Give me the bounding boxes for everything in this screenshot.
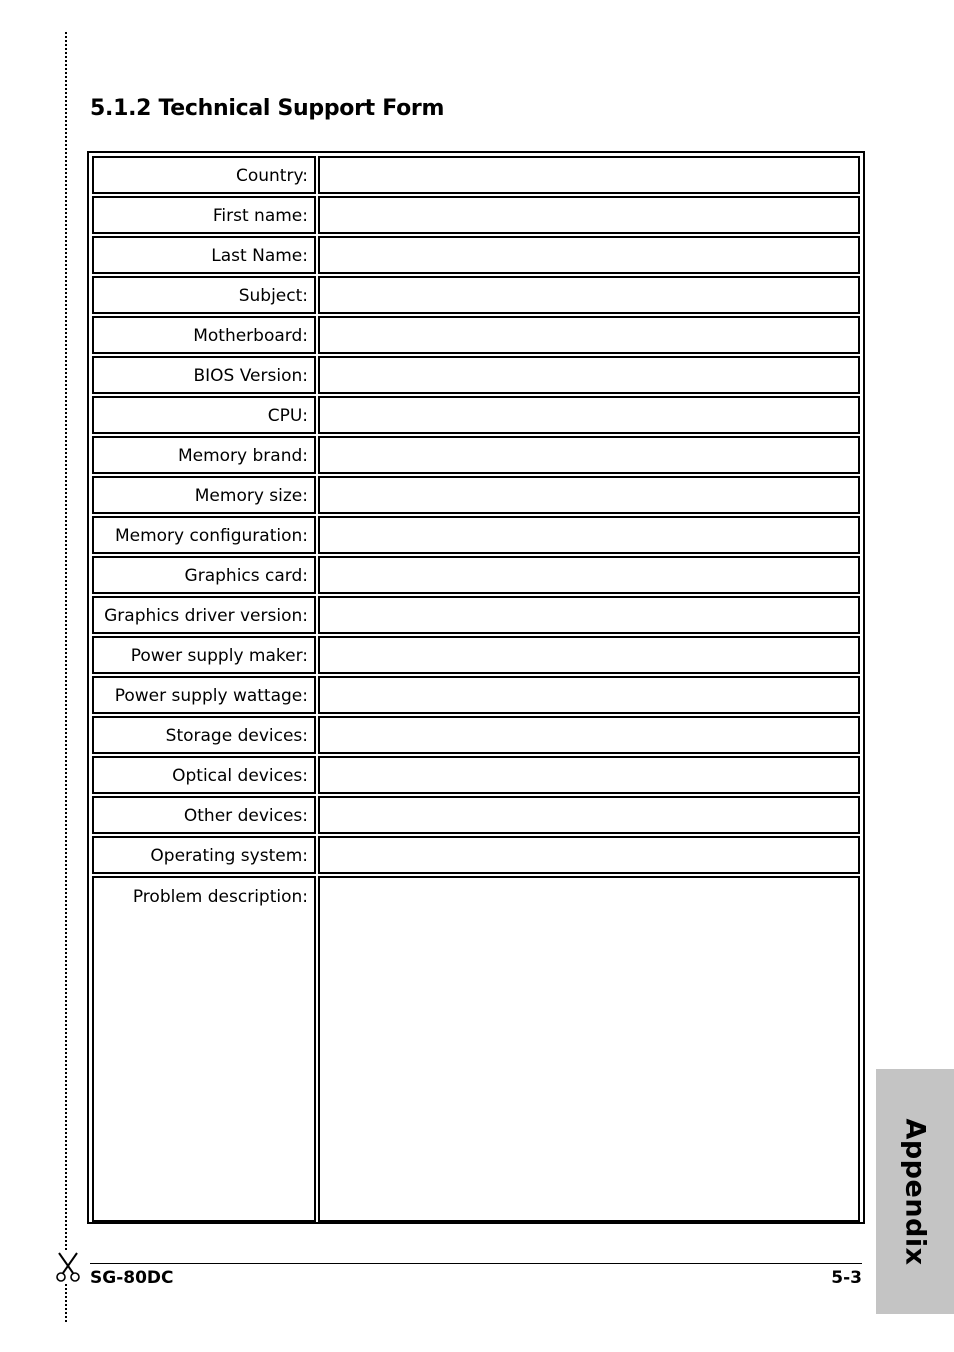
field-label: Problem description: — [92, 876, 316, 1222]
form-row — [92, 836, 860, 874]
form-row — [92, 316, 860, 354]
field-entry-box[interactable] — [318, 436, 860, 474]
field-label: Subject: — [92, 276, 316, 314]
form-row — [92, 676, 860, 714]
form-row — [92, 276, 860, 314]
field-entry-box[interactable] — [318, 876, 860, 1222]
field-label: Memory brand: — [92, 436, 316, 474]
field-entry-box[interactable] — [318, 636, 860, 674]
field-label: Storage devices: — [92, 716, 316, 754]
field-label: Memory size: — [92, 476, 316, 514]
field-entry-box[interactable] — [318, 676, 860, 714]
form-row — [92, 196, 860, 234]
field-entry-box[interactable] — [318, 556, 860, 594]
form-row — [92, 756, 860, 794]
field-entry-box[interactable] — [318, 596, 860, 634]
field-entry-box[interactable] — [318, 516, 860, 554]
field-entry-box[interactable] — [318, 276, 860, 314]
field-label: Operating system: — [92, 836, 316, 874]
footer-model: SG-80DC — [90, 1268, 174, 1288]
field-entry-box[interactable] — [318, 236, 860, 274]
support-form — [87, 151, 865, 1224]
form-row — [92, 716, 860, 754]
field-entry-box[interactable] — [318, 396, 860, 434]
field-label: Last Name: — [92, 236, 316, 274]
form-row — [92, 876, 860, 1222]
footer-divider — [90, 1263, 862, 1264]
field-entry-box[interactable] — [318, 796, 860, 834]
field-entry-box[interactable] — [318, 196, 860, 234]
form-row — [92, 356, 860, 394]
form-row — [92, 596, 860, 634]
field-label: Graphics card: — [92, 556, 316, 594]
field-entry-box[interactable] — [318, 836, 860, 874]
field-label: Optical devices: — [92, 756, 316, 794]
field-label: Memory configuration: — [92, 516, 316, 554]
field-entry-box[interactable] — [318, 156, 860, 194]
form-row — [92, 796, 860, 834]
field-label: Power supply maker: — [92, 636, 316, 674]
appendix-tab — [876, 1069, 954, 1314]
field-entry-box[interactable] — [318, 756, 860, 794]
cut-line — [65, 32, 67, 1322]
footer-page-number: 5-3 — [831, 1268, 862, 1288]
field-label: Other devices: — [92, 796, 316, 834]
field-label: CPU: — [92, 396, 316, 434]
form-row — [92, 476, 860, 514]
form-row — [92, 396, 860, 434]
form-row — [92, 156, 860, 194]
form-row — [92, 436, 860, 474]
form-row — [92, 556, 860, 594]
appendix-tab-label: Appendix — [899, 1117, 931, 1266]
field-label: First name: — [92, 196, 316, 234]
field-entry-box[interactable] — [318, 316, 860, 354]
field-label: Motherboard: — [92, 316, 316, 354]
form-row — [92, 636, 860, 674]
field-entry-box[interactable] — [318, 476, 860, 514]
field-entry-box[interactable] — [318, 356, 860, 394]
field-label: Power supply wattage: — [92, 676, 316, 714]
form-row — [92, 516, 860, 554]
field-label: Country: — [92, 156, 316, 194]
scissors-icon — [55, 1252, 81, 1282]
form-row — [92, 236, 860, 274]
field-label: BIOS Version: — [92, 356, 316, 394]
field-entry-box[interactable] — [318, 716, 860, 754]
page-title: 5.1.2 Technical Support Form — [90, 96, 445, 121]
field-label: Graphics driver version: — [92, 596, 316, 634]
